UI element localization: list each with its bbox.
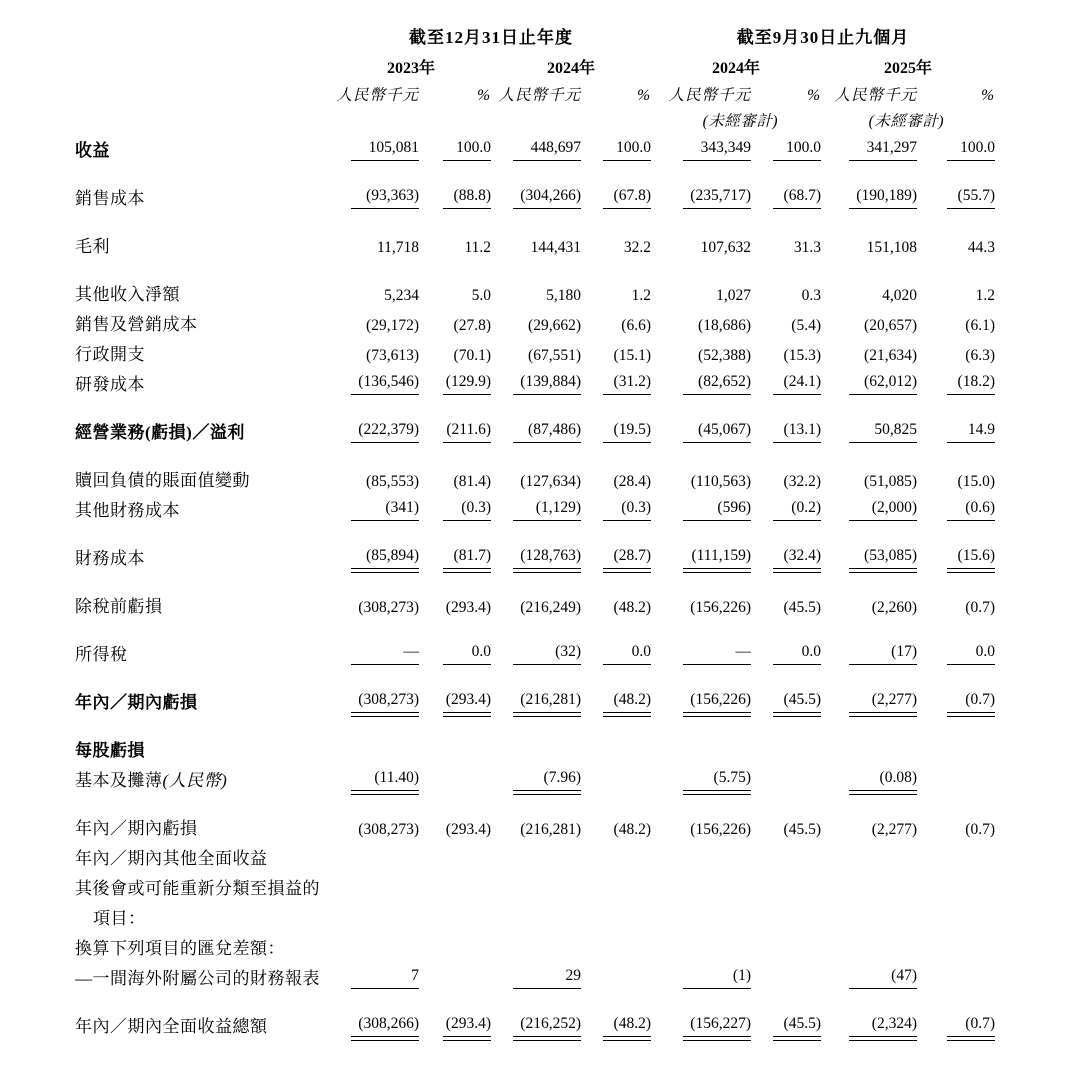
amount-cell: 50,825 [821, 413, 917, 443]
table-row [75, 179, 995, 209]
percent-cell: (24.1) [751, 365, 821, 395]
percent-cell: (293.4) [445, 599, 491, 616]
amount-cell: (7.96) [491, 761, 581, 791]
percent-cell [751, 929, 821, 959]
unaudited-label: (未經審計) [702, 113, 778, 130]
row-label: 年內／期內虧損 [75, 693, 198, 712]
amount-cell: (216,249) [520, 599, 581, 616]
percent-cell: (48.2) [581, 1007, 651, 1037]
percent-cell: 100.0 [581, 131, 651, 161]
percent-cell: (45.5) [751, 1007, 821, 1037]
amount-cell: (45,067) [651, 413, 751, 443]
table-row [75, 275, 995, 305]
amount-cell: (216,281) [491, 683, 581, 713]
percent-label: % [807, 87, 821, 104]
unit-label: 人民幣千元 [834, 87, 917, 104]
year-2023: 2023年 [386, 60, 435, 77]
percent-cell [419, 869, 491, 899]
amount-cell: 343,349 [651, 131, 751, 161]
year-2025-nine-months: 2025年 [883, 60, 932, 77]
amount-cell [331, 731, 419, 761]
percent-cell: (27.8) [453, 317, 491, 334]
percent-cell: (293.4) [419, 1007, 491, 1037]
amount-cell: 105,081 [331, 131, 419, 161]
amount-cell: (1,129) [491, 491, 581, 521]
amount-cell: (29,662) [528, 317, 581, 334]
percent-cell [419, 959, 491, 989]
amount-cell: (222,379) [331, 413, 419, 443]
percent-cell: (0.3) [419, 491, 491, 521]
percent-cell: (6.3) [965, 347, 995, 364]
amount-cell: (111,159) [651, 539, 751, 569]
unaudited-label: (未經審計) [868, 113, 944, 130]
table-header [75, 14, 995, 131]
percent-cell [419, 839, 491, 869]
percent-cell [917, 731, 995, 761]
percent-cell: (45.5) [783, 599, 821, 616]
percent-cell: (18.2) [917, 365, 995, 395]
table-row [75, 899, 995, 929]
amount-cell: (2,277) [821, 683, 917, 713]
header-spacer [75, 48, 331, 78]
percent-cell: (13.1) [751, 413, 821, 443]
amount-cell: — [651, 635, 751, 665]
amount-cell: 29 [491, 959, 581, 989]
percent-cell: (0.7) [917, 683, 995, 713]
percent-cell: (0.2) [751, 491, 821, 521]
percent-cell: (48.2) [581, 683, 651, 713]
percent-cell [751, 959, 821, 989]
amount-cell: (85,553) [366, 473, 419, 490]
amount-cell [331, 929, 419, 959]
percent-label: % [981, 87, 995, 104]
amount-cell: (52,388) [698, 347, 751, 364]
amount-cell: (5.75) [651, 761, 751, 791]
row-label: 毛利 [75, 237, 110, 256]
percent-label: % [637, 87, 651, 104]
amount-cell: (190,189) [821, 179, 917, 209]
row-label: 年內／期內虧損 [75, 819, 198, 838]
table-row [75, 839, 995, 869]
percent-cell [917, 959, 995, 989]
percent-cell [581, 731, 651, 761]
percent-cell: (211.6) [419, 413, 491, 443]
percent-cell: (28.4) [613, 473, 651, 490]
percent-cell: (88.8) [419, 179, 491, 209]
amount-cell [651, 839, 751, 869]
period-group-nine-months: 截至9月30日止九個月 [736, 28, 910, 47]
amount-cell: 341,297 [821, 131, 917, 161]
amount-cell: (110,563) [690, 473, 751, 490]
table-row [75, 929, 995, 959]
percent-cell: (45.5) [751, 683, 821, 713]
amount-cell: (47) [821, 959, 917, 989]
row-label: 年內／期內其他全面收益 [75, 849, 268, 868]
row-label: 年內／期內全面收益總額 [75, 1017, 268, 1036]
table-row [75, 305, 995, 335]
percent-cell [751, 899, 821, 929]
amount-cell [821, 839, 917, 869]
table-row [75, 539, 995, 569]
row-label: 每股虧損 [75, 741, 145, 760]
percent-cell: (0.3) [581, 491, 651, 521]
row-label: 研發成本 [75, 375, 145, 394]
percent-cell [581, 761, 651, 791]
percent-cell: (293.4) [445, 821, 491, 838]
row-label: 行政開支 [75, 345, 145, 364]
percent-cell [419, 761, 491, 791]
amount-cell [331, 899, 419, 929]
table-row [75, 335, 995, 365]
table-row [75, 365, 995, 395]
amount-cell: (20,657) [864, 317, 917, 334]
unaudited-row [75, 105, 995, 131]
unit-label: 人民幣千元 [498, 87, 581, 104]
amount-cell: (62,012) [821, 365, 917, 395]
percent-cell: (129.9) [419, 365, 491, 395]
row-label: 其他財務成本 [75, 501, 180, 520]
amount-cell: (216,281) [520, 821, 581, 838]
percent-cell [917, 899, 995, 929]
percent-cell: 14.9 [917, 413, 995, 443]
table-row [75, 761, 995, 791]
percent-cell: (0.7) [917, 1007, 995, 1037]
header-spacer [75, 14, 331, 48]
amount-cell [821, 731, 917, 761]
row-spacer [75, 521, 995, 539]
percent-cell: (5.4) [791, 317, 821, 334]
percent-cell: (15.1) [613, 347, 651, 364]
amount-cell: (73,613) [366, 347, 419, 364]
percent-cell: (81.7) [419, 539, 491, 569]
row-label: 收益 [75, 141, 110, 160]
amount-cell: (93,363) [331, 179, 419, 209]
percent-cell: 100.0 [917, 131, 995, 161]
row-label: 除稅前虧損 [75, 597, 163, 616]
row-label: 基本及攤薄(人民幣) [75, 771, 228, 790]
period-group-annual: 截至12月31日止年度 [409, 28, 573, 47]
percent-cell [419, 899, 491, 929]
amount-cell: (85,894) [331, 539, 419, 569]
percent-cell: 0.0 [751, 635, 821, 665]
percent-cell: 0.0 [581, 635, 651, 665]
row-label: 項目： [93, 909, 146, 928]
amount-cell [821, 869, 917, 899]
amount-cell [491, 731, 581, 761]
row-spacer [75, 617, 995, 635]
amount-cell: 5,180 [546, 287, 581, 304]
percent-cell: (45.5) [783, 821, 821, 838]
table-row [75, 461, 995, 491]
amount-cell: (596) [651, 491, 751, 521]
table-row [75, 587, 995, 617]
table-row [75, 959, 995, 989]
unit-row [75, 78, 995, 105]
amount-cell: (216,252) [491, 1007, 581, 1037]
percent-cell: 1.2 [975, 287, 995, 304]
amount-cell: (235,717) [651, 179, 751, 209]
amount-cell: (67,551) [528, 347, 581, 364]
row-label: 所得稅 [75, 645, 128, 664]
amount-cell: 151,108 [866, 239, 917, 256]
amount-cell: 4,020 [882, 287, 917, 304]
amount-cell: (127,634) [520, 473, 581, 490]
percent-cell [917, 929, 995, 959]
percent-label: % [477, 87, 491, 104]
percent-cell: 100.0 [751, 131, 821, 161]
header-spacer [75, 78, 331, 105]
period-group-row [75, 14, 995, 48]
table-row [75, 227, 995, 257]
percent-cell: 11.2 [464, 239, 491, 256]
percent-cell [751, 839, 821, 869]
amount-cell: (1) [651, 959, 751, 989]
amount-cell [651, 899, 751, 929]
year-row [75, 48, 995, 78]
percent-cell: (68.7) [751, 179, 821, 209]
amount-cell [331, 839, 419, 869]
amount-cell: (156,226) [651, 683, 751, 713]
amount-cell [491, 839, 581, 869]
percent-cell: (19.5) [581, 413, 651, 443]
amount-cell: (308,273) [358, 599, 419, 616]
percent-cell: (15.6) [917, 539, 995, 569]
amount-cell: 5,234 [384, 287, 419, 304]
percent-cell: (6.6) [621, 317, 651, 334]
percent-cell [581, 869, 651, 899]
amount-cell: (82,652) [651, 365, 751, 395]
row-spacer [75, 257, 995, 275]
amount-cell: (308,273) [331, 683, 419, 713]
percent-cell [581, 929, 651, 959]
table-row [75, 869, 995, 899]
amount-cell: 1,027 [716, 287, 751, 304]
table-row [75, 413, 995, 443]
percent-cell: (6.1) [965, 317, 995, 334]
amount-cell: (29,172) [366, 317, 419, 334]
percent-cell: (31.2) [581, 365, 651, 395]
percent-cell: 0.0 [917, 635, 995, 665]
table-row [75, 1007, 995, 1037]
row-spacer [75, 161, 995, 179]
amount-cell [651, 929, 751, 959]
amount-cell: 7 [331, 959, 419, 989]
percent-cell [581, 959, 651, 989]
amount-cell: — [331, 635, 419, 665]
percent-cell: (0.6) [917, 491, 995, 521]
amount-cell: (156,227) [651, 1007, 751, 1037]
percent-cell: (67.8) [581, 179, 651, 209]
percent-cell [917, 839, 995, 869]
percent-cell: (32.2) [783, 473, 821, 490]
year-2024-nine-months: 2024年 [711, 60, 760, 77]
amount-cell: (2,277) [871, 821, 917, 838]
percent-cell [581, 899, 651, 929]
amount-cell: (2,000) [821, 491, 917, 521]
percent-cell [751, 731, 821, 761]
percent-cell: 0.3 [801, 287, 821, 304]
table-row [75, 731, 995, 761]
table-row [75, 809, 995, 839]
percent-cell: (0.7) [965, 599, 995, 616]
row-label: 財務成本 [75, 549, 145, 568]
row-spacer [75, 395, 995, 413]
row-label: 銷售及營銷成本 [75, 315, 198, 334]
table-row [75, 131, 995, 161]
amount-cell: (32) [491, 635, 581, 665]
percent-cell: 5.0 [471, 287, 491, 304]
amount-cell: (11.40) [331, 761, 419, 791]
row-label: 其他收入淨額 [75, 285, 180, 304]
amount-cell: (128,763) [491, 539, 581, 569]
amount-cell: (87,486) [491, 413, 581, 443]
amount-cell [651, 731, 751, 761]
row-spacer [75, 665, 995, 683]
amount-cell: (2,324) [821, 1007, 917, 1037]
amount-cell: (136,546) [331, 365, 419, 395]
percent-cell: 31.3 [793, 239, 821, 256]
percent-cell [751, 761, 821, 791]
percent-cell: (81.4) [453, 473, 491, 490]
amount-cell [821, 929, 917, 959]
percent-cell [751, 869, 821, 899]
percent-cell [419, 731, 491, 761]
row-label: 經營業務(虧損)／溢利 [75, 423, 245, 442]
amount-cell: 107,632 [700, 239, 751, 256]
amount-cell: 144,431 [530, 239, 581, 256]
percent-cell: (32.4) [751, 539, 821, 569]
table-row [75, 635, 995, 665]
amount-cell: (53,085) [821, 539, 917, 569]
row-label: 其後會或可能重新分類至損益的 [75, 879, 320, 898]
percent-cell [419, 929, 491, 959]
percent-cell: 32.2 [623, 239, 651, 256]
table-row [75, 683, 995, 713]
percent-cell: (55.7) [917, 179, 995, 209]
unit-label: 人民幣千元 [668, 87, 751, 104]
amount-cell: (18,686) [698, 317, 751, 334]
percent-cell: (15.3) [783, 347, 821, 364]
row-label: 銷售成本 [75, 189, 145, 208]
amount-cell: (21,634) [864, 347, 917, 364]
header-spacer [75, 105, 331, 131]
row-spacer [75, 989, 995, 1007]
percent-cell: 1.2 [631, 287, 651, 304]
amount-cell: (156,226) [690, 599, 751, 616]
percent-cell: 44.3 [967, 239, 995, 256]
percent-cell [581, 839, 651, 869]
percent-cell: (70.1) [453, 347, 491, 364]
unit-label: 人民幣千元 [336, 87, 419, 104]
amount-cell: 448,697 [491, 131, 581, 161]
amount-cell: (51,085) [864, 473, 917, 490]
amount-cell: (308,266) [331, 1007, 419, 1037]
amount-cell: 11,718 [376, 239, 419, 256]
percent-cell: (15.0) [957, 473, 995, 490]
row-spacer [75, 443, 995, 461]
table-body [75, 131, 995, 1037]
amount-cell: (0.08) [821, 761, 917, 791]
percent-cell: 100.0 [419, 131, 491, 161]
row-label: 換算下列項目的匯兌差額： [75, 939, 285, 958]
percent-cell: (293.4) [419, 683, 491, 713]
row-label: —一間海外附屬公司的財務報表 [75, 969, 320, 988]
percent-cell: 0.0 [419, 635, 491, 665]
amount-cell [651, 869, 751, 899]
amount-cell [821, 899, 917, 929]
amount-cell: (17) [821, 635, 917, 665]
percent-cell [917, 761, 995, 791]
amount-cell [491, 869, 581, 899]
percent-cell: (48.2) [613, 821, 651, 838]
amount-cell: (341) [331, 491, 419, 521]
amount-cell: (308,273) [358, 821, 419, 838]
percent-cell: (48.2) [613, 599, 651, 616]
amount-cell: (304,266) [491, 179, 581, 209]
percent-cell [917, 869, 995, 899]
amount-cell: (156,226) [690, 821, 751, 838]
amount-cell [491, 929, 581, 959]
row-label: 贖回負債的賬面值變動 [75, 471, 250, 490]
year-2024: 2024年 [546, 60, 595, 77]
percent-cell: (28.7) [581, 539, 651, 569]
table-row [75, 491, 995, 521]
amount-cell [491, 899, 581, 929]
percent-cell: (0.7) [965, 821, 995, 838]
income-statement-table [75, 14, 995, 1037]
amount-cell: (2,260) [871, 599, 917, 616]
amount-cell: (139,884) [491, 365, 581, 395]
amount-cell [331, 869, 419, 899]
row-spacer [75, 209, 995, 227]
